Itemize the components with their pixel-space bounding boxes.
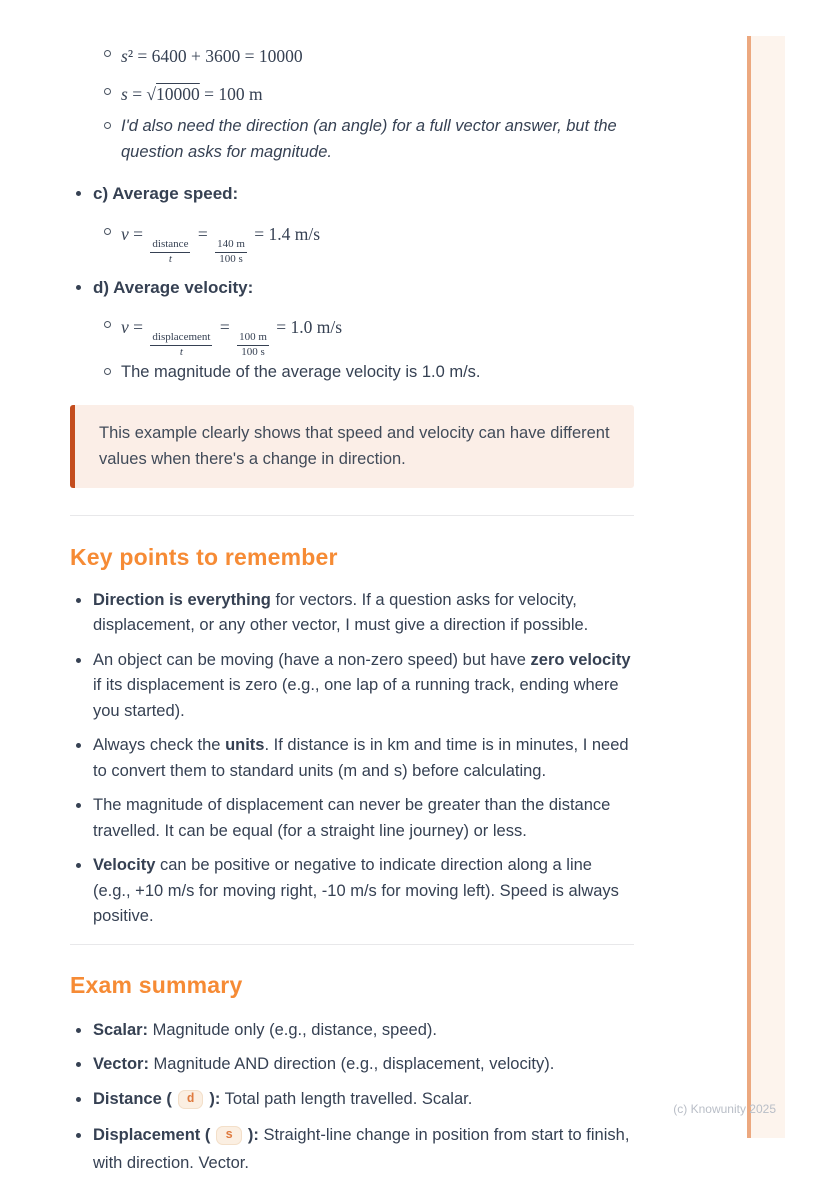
page-edge-stripe <box>747 36 751 1138</box>
italic-note: I'd also need the direction (an angle) for a full vector answer, but the question asks for magnitude. <box>121 117 617 161</box>
speed-formula: v = $\frac{\text{distance}}{t}$ = $\frac{140 m}{100 s}$ = 1.4 m/s <box>121 224 321 265</box>
list-item <box>70 275 634 300</box>
bullet-icon <box>76 658 81 663</box>
list-item <box>70 588 634 639</box>
math-line-s-squared: s² = 6400 + 3600 = 10000 <box>121 46 303 66</box>
list-item <box>70 733 634 784</box>
math-line-sqrt: s = √10000 = 100 m <box>121 84 263 104</box>
section-divider <box>70 515 634 516</box>
list-item <box>70 181 634 206</box>
list-item <box>70 853 634 930</box>
list-item <box>70 42 634 70</box>
bullet-icon <box>76 743 81 748</box>
circle-bullet-icon <box>104 50 111 57</box>
list-item <box>70 220 634 265</box>
bullet-icon <box>76 285 81 290</box>
velocity-magnitude-note: The magnitude of the average velocity is 1.0 m/s. <box>121 363 481 381</box>
list-item <box>70 648 634 725</box>
exam-summary-heading: Exam summary <box>70 971 243 998</box>
circle-bullet-icon <box>104 88 111 95</box>
bullet-icon <box>76 1097 81 1102</box>
summary-distance: Distance ( d ): Total path length travelled. Scalar. <box>93 1089 473 1108</box>
list-item <box>70 793 634 844</box>
list-item <box>70 360 634 386</box>
content-column <box>70 42 634 1185</box>
velocity-formula: v = $\frac{\text{displacement}}{t}$ = $\frac{100 m}{100 s}$ = 1.0 m/s <box>121 317 343 358</box>
summary-displacement: Displacement ( s ): Straight-line change in position from start to finish, with direction. Vector. <box>93 1126 630 1172</box>
circle-bullet-icon <box>104 228 111 235</box>
copyright-footer: (c) Knowunity 2025 <box>673 1102 776 1116</box>
section-divider <box>70 944 634 945</box>
summary-scalar: Scalar: Magnitude only (e.g., distance, speed). <box>93 1020 437 1039</box>
summary-vector: Vector: Magnitude AND direction (e.g., displacement, velocity). <box>93 1055 555 1073</box>
list-item <box>70 1123 634 1176</box>
callout-text: This example clearly shows that speed and velocity can have different values when there's a change in direction. <box>99 423 610 468</box>
key-point-units: Always check the units. If distance is in km and time is in minutes, I need to convert them to standard units (m and s) before calculating. <box>93 736 629 780</box>
bullet-icon <box>76 1062 81 1067</box>
callout-box <box>70 405 634 488</box>
key-point-direction: Direction is everything for vectors. If a question asks for velocity, displacement, or any other vector, I must give a direction if possible. <box>93 590 589 634</box>
circle-bullet-icon <box>104 122 111 129</box>
bullet-icon <box>76 863 81 868</box>
list-item <box>70 1087 634 1115</box>
average-velocity-heading: d) Average velocity: <box>93 278 254 297</box>
list-item <box>70 114 634 165</box>
bullet-icon <box>76 803 81 808</box>
key-points-heading: Key points to remember <box>70 543 338 570</box>
bullet-icon <box>76 1028 81 1033</box>
list-item <box>70 1052 634 1078</box>
circle-bullet-icon <box>104 368 111 375</box>
list-item <box>70 80 634 108</box>
key-point-velocity-sign: Velocity can be positive or negative to indicate direction along a line (e.g., +10 m/s for moving right, -10 m/s for moving left). Speed is always positive. <box>93 856 619 925</box>
list-item <box>70 1018 634 1044</box>
bullet-icon <box>76 598 81 603</box>
circle-bullet-icon <box>104 321 111 328</box>
bullet-icon <box>76 1133 81 1138</box>
key-point-magnitude: The magnitude of displacement can never be greater than the distance travelled. It can be equal (for a straight line journey) or less. <box>93 796 611 840</box>
page-edge-panel <box>751 36 785 1138</box>
list-item <box>70 313 634 358</box>
average-speed-heading: c) Average speed: <box>93 184 239 203</box>
bullet-icon <box>76 191 81 196</box>
key-point-zero-velocity: An object can be moving (have a non-zero speed) but have zero velocity if its displacement is zero (e.g., one lap of a running track, ending where you started). <box>93 650 631 720</box>
